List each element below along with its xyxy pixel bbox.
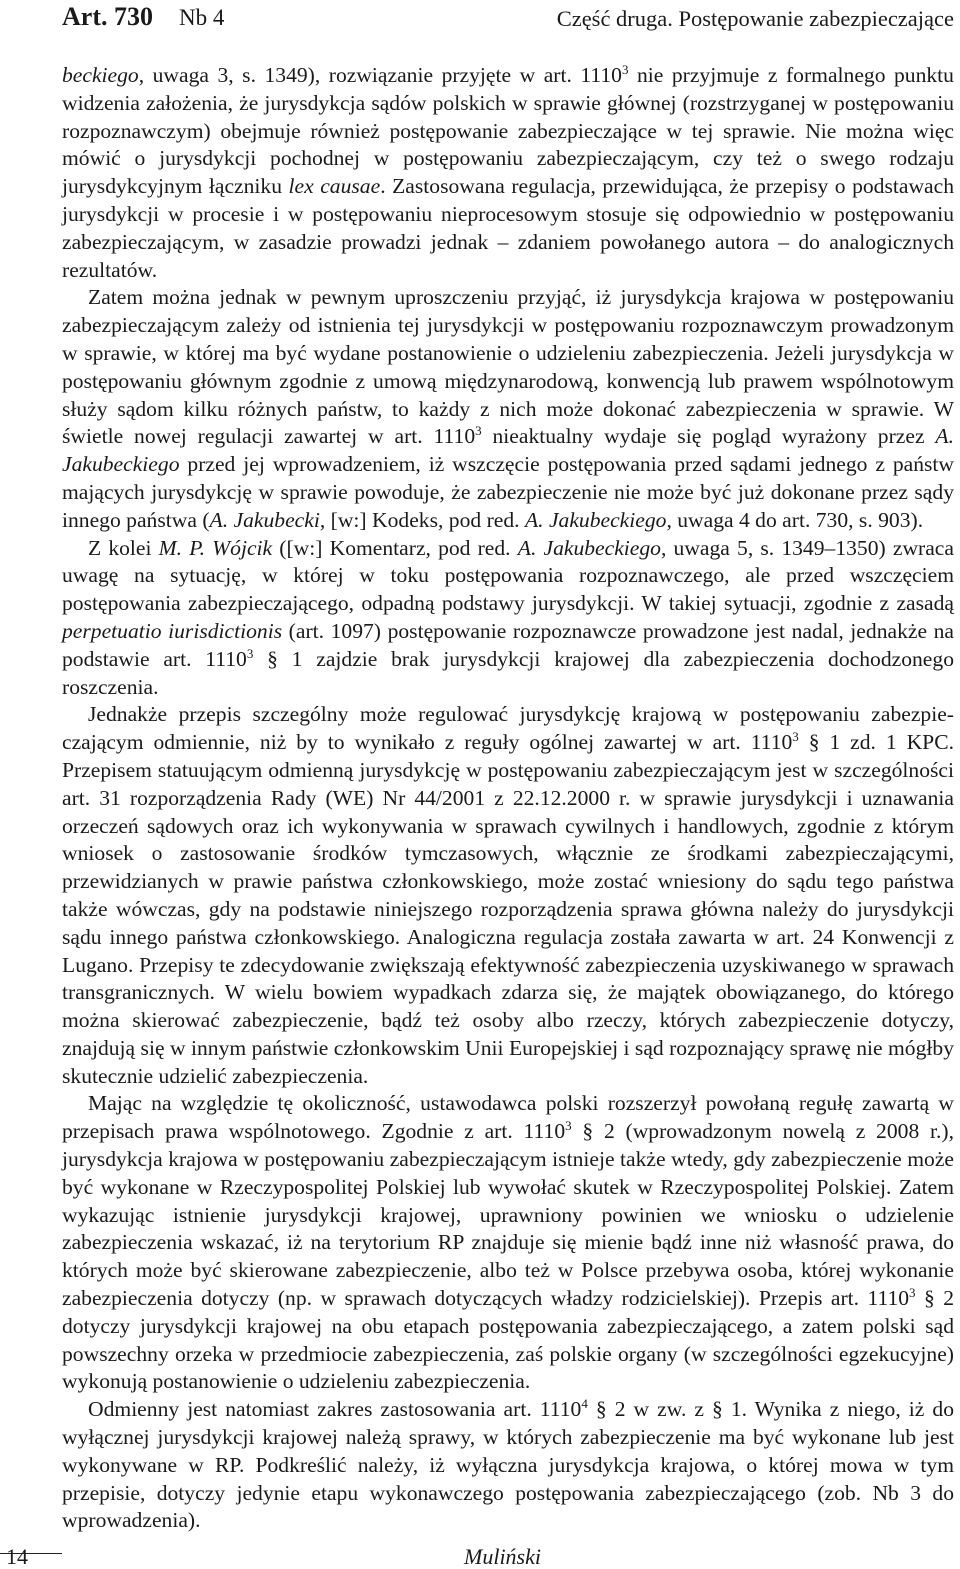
paragraph: Jednakże przepis szczególny może regulować jurysdykcję krajową w postępowaniu zabezpieczającym odmiennie, niż by to wynikało z reguły ogólnej zawartej w art. 1110$^3$ § 1 zd. 1 KPC. Przepisem statuującym odmienną jurysdykcję w postępowaniu zabezpieczającym jest w szczególności art. 31 rozporządzenia Rady (WE) Nr 44/2001 z 22.12.2000 r. w sprawie jurysdykcji i uznawania orzeczeń sądowych oraz ich wykonywania w sprawach cywilnych i handlowych, zgodnie z którym wniosek o zastosowanie środków tymczasowych, włącznie ze środkami zabezpieczającymi, przewidzianych w prawie państwa członkowskiego, może zostać wniesiony do sądu tego państwa także wówczas, gdy na podstawie niniejszego rozporządzenia sprawa główna należy do jurysdykcji sądu innego państwa członkowskiego. Analogiczna regulacja została zawarta w art. 24 Konwencji z Lugano. Przepisy te zdecydowanie zwiększają efektywność zabezpieczenia uzyskiwanego w sprawach transgranicznych. W wielu bowiem wypadkach zdarza się, że majątek obowiązanego, do którego można skierować zabezpieczenie, bądź też osoby albo rzeczy, których zabezpieczenie dotyczy, znajdują się w innym państwie członkowskim Unii Europejskiej i sąd rozpoznający sprawę nie mógłby skutecznie udzielić zabezpieczenia. (62, 702, 954, 1088)
article-number: Art. 730 (62, 2, 153, 31)
footer-author: Muliński (464, 1544, 541, 1569)
paragraph: Mając na względzie tę okoliczność, ustawodawca polski rozszerzył powołaną regułę zawartą w przepisach prawa wspólnotowego. Zgodnie z art. 1110$^3$ § 2 (wprowadzonym nowelą z 2008 r.), jurysdykcja krajowa w postępowaniu zabezpieczającym istnieje także wtedy, gdy zabezpieczenie może być wykonane w Rzeczypospolitej Polskiej lub wywołać skutek w Rzeczypospolitej Polskiej. Zatem wykazując istnienie jurysdykcji krajowej, uprawniony powinien we wniosku o udzielenie zabezpieczenia wskazać, iż na terytorium RP znajduje się mienie bądź inne niż własność prawa, do których może być skierowane zabezpieczenie, albo też w Polsce przebywa osoba, której wykonanie zabezpieczenia dotyczy (np. w sprawach dotyczących władzy rodzicielskiej). Przepis art. 1110$^3$ § 2 dotyczy jurysdykcji krajowej na obu etapach postępowania zabezpieczającego, a zatem polski sąd powszechny orzeka w przedmiocie zabezpieczenia, zaś polskie organy (w szczególności egzekucyjne) wykonują postanowienie o udzieleniu zabezpieczenia. (62, 1091, 954, 1394)
header-left (62, 2, 224, 33)
margin-number: Nb 4 (178, 5, 225, 30)
paragraph: beckiego, uwaga 3, s. 1349), rozwiązanie przyjęte w art. 1110$^3$ nie przyjmuje z formalnego punktu widzenia założenia, że jurysdykcja sądów polskich w sprawie głównej (rozstrzyganej w postępowaniu rozpoznawczym) obejmuje również postępowanie zabezpieczające w tej sprawie. Nie można więc mówić o jurysdykcji pochodnej w postępowaniu zabezpieczającym, czy też o swego rodzaju jurysdykcyjnym łączniku lex causae. Zastosowana regulacja, przewidująca, że przepisy o podstawach jurysdykcji w procesie i w postępowaniu nieprocesowym stosuje się odpowiednio w postępowaniu zabezpieczającym, w zasadzie prowadzi jednak – zdaniem powołanego autora – do analogicznych rezultatów. (62, 62, 955, 282)
page-number: 14 (6, 1544, 28, 1569)
running-header (62, 2, 954, 36)
paragraph: Zatem można jednak w pewnym uproszczeniu przyjąć, iż jurysdykcja krajowa w postępowaniu zabezpieczającym zależy od istnienia tej jurysdykcji w postępowaniu rozpoznawczym prowadzonym w sprawie, w której ma być wydane postanowienie o udzieleniu zabezpieczenia. Jeżeli jurysdykcja w postępowaniu głównym zgodnie z umową międzynarodową, konwencją lub prawem wspólnotowym służy sądom kilku różnych państw, to każdy z nich może dokonać zabezpieczenia w sprawie. W świetle nowej regulacji zawartej w art. 1110$^3$ nieaktualny wydaje się pogląd wyrażony przez A. Jakubeckiego przed jej wprowadzeniem, iż wszczęcie postępowania przed sądami jednego z państw mających jurysdykcję w sprawie powoduje, że zabezpieczenie nie może być już dokonane przez sądy innego państwa (A. Jakubecki, [w:] Kodeks, pod red. A. Jakubeckiego, uwaga 4 do art. 730, s. 903). (62, 285, 954, 532)
paragraph: Z kolei M. P. Wójcik ([w:] Komentarz, pod red. A. Jakubeckiego, uwaga 5, s. 1349–1350) zwraca uwagę na sytuację, w której w toku postępowania rozpoznawczego, ale przed wszczęciem postępowania zabezpieczającego, odpadną podstawy jurysdykcji. W takiej sytuacji, zgodnie z zasadą perpetuatio iurisdictionis (art. 1097) postępowanie rozpoznawcze prowadzone jest nadal, jednakże na podstawie art. 1110$^3$ § 1 zajdzie brak jurysdykcji krajowej dla zabezpieczenia dochodzonego roszczenia. (62, 535, 954, 699)
body-text (62, 62, 954, 1535)
section-title: Część druga. Postępowanie zabezpieczające (556, 6, 954, 31)
paragraph: Odmienny jest natomiast zakres zastosowania art. 1110$^4$ § 2 w zw. z § 1. Wynika z niego, iż do wyłącznej jurysdykcji krajowej należą sprawy, w których zabezpieczenie ma być wykonane lub jest wykonywane w RP. Podkreślić należy, iż wyłączna jurysdykcja krajowa, o której mowa w tym przepisie, dotyczy jedynie etapu wykonawczego postępowania zabezpieczającego (zob. Nb 3 do wprowadzenia). (62, 1396, 954, 1533)
